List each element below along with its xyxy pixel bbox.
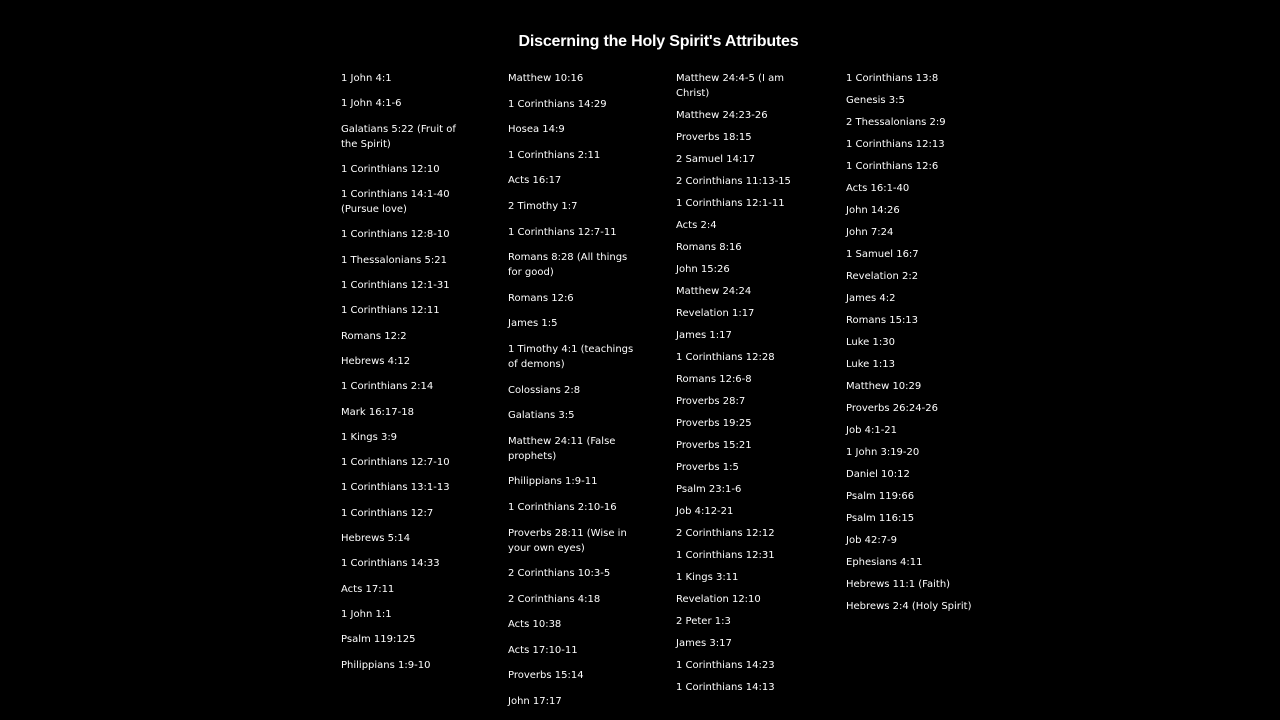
scripture-reference: 1 Timothy 4:1 (teachings of demons) (508, 343, 634, 370)
scripture-reference: Psalm 119:125 (341, 634, 416, 646)
scripture-reference: Romans 8:28 (All things for good) (508, 252, 628, 279)
scripture-reference: 1 Corinthians 12:10 (341, 163, 440, 175)
scripture-reference: John 17:17 (508, 696, 562, 708)
scripture-reference: Proverbs 1:5 (676, 462, 739, 473)
slide-title: Discerning the Holy Spirit's Attributes (518, 33, 799, 50)
scripture-reference: Hebrews 5:14 (341, 533, 411, 545)
reference-column-2 (508, 71, 642, 720)
scripture-reference: 1 Corinthians 14:29 (508, 98, 607, 110)
scripture-reference: Hebrews 4:12 (341, 355, 411, 367)
scripture-reference: Matthew 24:23-26 (676, 110, 768, 121)
scripture-reference: Colossians 2:8 (508, 384, 581, 396)
scripture-reference: 1 Corinthians 12:6 (846, 161, 939, 172)
scripture-reference: 2 Corinthians 10:3-5 (508, 568, 611, 580)
scripture-reference: 1 Corinthians 14:33 (341, 558, 440, 570)
scripture-reference: James 1:5 (508, 318, 558, 330)
scripture-reference: John 15:26 (676, 264, 730, 275)
scripture-reference: Job 4:1-21 (846, 425, 898, 436)
scripture-reference: 2 Corinthians 11:13-15 (676, 176, 791, 187)
scripture-reference: Hebrews 11:1 (Faith) (846, 579, 951, 590)
scripture-reference: Psalm 23:1-6 (676, 484, 742, 495)
scripture-reference: Romans 12:6-8 (676, 374, 752, 385)
scripture-reference: 1 John 1:1 (341, 608, 392, 620)
scripture-reference: Matthew 10:16 (508, 73, 584, 84)
scripture-reference: Luke 1:13 (846, 359, 895, 370)
scripture-reference: Revelation 1:17 (676, 308, 755, 319)
scripture-reference: 1 Corinthians 12:28 (676, 352, 775, 363)
scripture-reference: 2 Timothy 1:7 (508, 200, 578, 212)
scripture-reference: 2 Corinthians 4:18 (508, 593, 601, 605)
scripture-reference: Ephesians 4:11 (846, 557, 923, 568)
scripture-reference: Romans 12:6 (508, 292, 574, 304)
scripture-reference: Galatians 3:5 (508, 410, 575, 422)
scripture-reference: Proverbs 19:25 (676, 418, 752, 429)
scripture-reference: Mark 16:17-18 (341, 406, 414, 418)
scripture-reference: James 3:17 (676, 638, 732, 649)
scripture-reference: 1 Corinthians 12:13 (846, 139, 945, 150)
scripture-reference: Genesis 3:5 (846, 95, 905, 106)
scripture-reference: Philippians 1:9-11 (508, 476, 598, 488)
scripture-reference: 1 Corinthians 13:8 (846, 73, 939, 84)
scripture-reference: Job 4:12-21 (676, 506, 734, 517)
scripture-reference: Galatians 5:22 (Fruit of the Spirit) (341, 123, 456, 150)
scripture-reference: Proverbs 15:14 (508, 670, 584, 682)
scripture-reference: Proverbs 26:24-26 (846, 403, 938, 414)
scripture-reference: Luke 1:30 (846, 337, 895, 348)
scripture-reference: Acts 17:11 (341, 583, 395, 595)
scripture-reference: Acts 2:4 (676, 220, 717, 231)
scripture-reference: James 4:2 (846, 293, 896, 304)
scripture-reference: 1 Corinthians 2:14 (341, 381, 434, 393)
scripture-reference: Romans 8:16 (676, 242, 742, 253)
scripture-reference: 1 Corinthians 13:1-13 (341, 482, 450, 494)
scripture-reference: 1 Thessalonians 5:21 (341, 254, 448, 266)
scripture-reference: 1 Corinthians 12:7 (341, 507, 434, 519)
scripture-reference: Acts 10:38 (508, 619, 562, 631)
scripture-reference: 1 John 4:1-6 (341, 98, 402, 110)
scripture-reference: Acts 17:10-11 (508, 644, 578, 656)
scripture-reference: 1 Corinthians 12:7-11 (508, 226, 617, 238)
scripture-reference: 1 Corinthians 2:10-16 (508, 501, 617, 513)
scripture-reference: Proverbs 18:15 (676, 132, 752, 143)
reference-column-4 (846, 71, 976, 621)
reference-column-1 (341, 71, 471, 683)
scripture-reference: Romans 15:13 (846, 315, 919, 326)
scripture-reference: 1 Kings 3:11 (676, 572, 739, 583)
scripture-reference: Acts 16:1-40 (846, 183, 910, 194)
scripture-reference: Job 42:7-9 (846, 535, 898, 546)
scripture-reference: Revelation 12:10 (676, 594, 761, 605)
scripture-reference: Daniel 10:12 (846, 469, 910, 480)
scripture-reference: 1 Corinthians 2:11 (508, 149, 601, 161)
scripture-reference: John 14:26 (846, 205, 900, 216)
scripture-reference: 2 Corinthians 12:12 (676, 528, 775, 539)
scripture-reference: James 1:17 (676, 330, 732, 341)
scripture-reference: Psalm 116:15 (846, 513, 915, 524)
scripture-reference: Matthew 24:24 (676, 286, 752, 297)
scripture-reference: 1 Corinthians 14:1-40 (Pursue love) (341, 189, 450, 216)
scripture-reference: 1 Corinthians 12:31 (676, 550, 775, 561)
scripture-reference: 1 Samuel 16:7 (846, 249, 919, 260)
scripture-reference: Proverbs 28:7 (676, 396, 746, 407)
scripture-reference: 1 John 4:1 (341, 73, 392, 84)
scripture-reference: 2 Thessalonians 2:9 (846, 117, 946, 128)
scripture-reference: Matthew 10:29 (846, 381, 922, 392)
reference-column-3 (676, 71, 816, 702)
scripture-reference: 1 Kings 3:9 (341, 431, 398, 443)
scripture-reference: 1 Corinthians 12:1-31 (341, 280, 450, 292)
scripture-reference: 1 Corinthians 12:1-11 (676, 198, 785, 209)
scripture-reference: 1 John 3:19-20 (846, 447, 920, 458)
scripture-reference: 1 Corinthians 12:11 (341, 305, 440, 317)
scripture-reference: 2 Peter 1:3 (676, 616, 731, 627)
scripture-reference: Proverbs 28:11 (Wise in your own eyes) (508, 527, 627, 554)
scripture-reference: Revelation 2:2 (846, 271, 919, 282)
scripture-reference: Matthew 24:11 (False prophets) (508, 435, 616, 462)
scripture-reference: 1 Corinthians 12:7-10 (341, 457, 450, 469)
scripture-reference: 1 Corinthians 14:13 (676, 682, 775, 693)
scripture-reference: 1 Corinthians 12:8-10 (341, 229, 450, 241)
scripture-reference: Romans 12:2 (341, 330, 407, 342)
scripture-reference: Matthew 24:4-5 (I am Christ) (676, 73, 784, 99)
scripture-reference: Philippians 1:9-10 (341, 659, 431, 671)
scripture-reference: 1 Corinthians 14:23 (676, 660, 775, 671)
scripture-reference: John 7:24 (846, 227, 894, 238)
scripture-reference: Acts 16:17 (508, 175, 562, 187)
scripture-reference: Proverbs 15:21 (676, 440, 752, 451)
scripture-reference: Hosea 14:9 (508, 124, 565, 136)
scripture-reference: Hebrews 2:4 (Holy Spirit) (846, 601, 972, 612)
scripture-reference: 2 Samuel 14:17 (676, 154, 756, 165)
scripture-reference: Psalm 119:66 (846, 491, 915, 502)
